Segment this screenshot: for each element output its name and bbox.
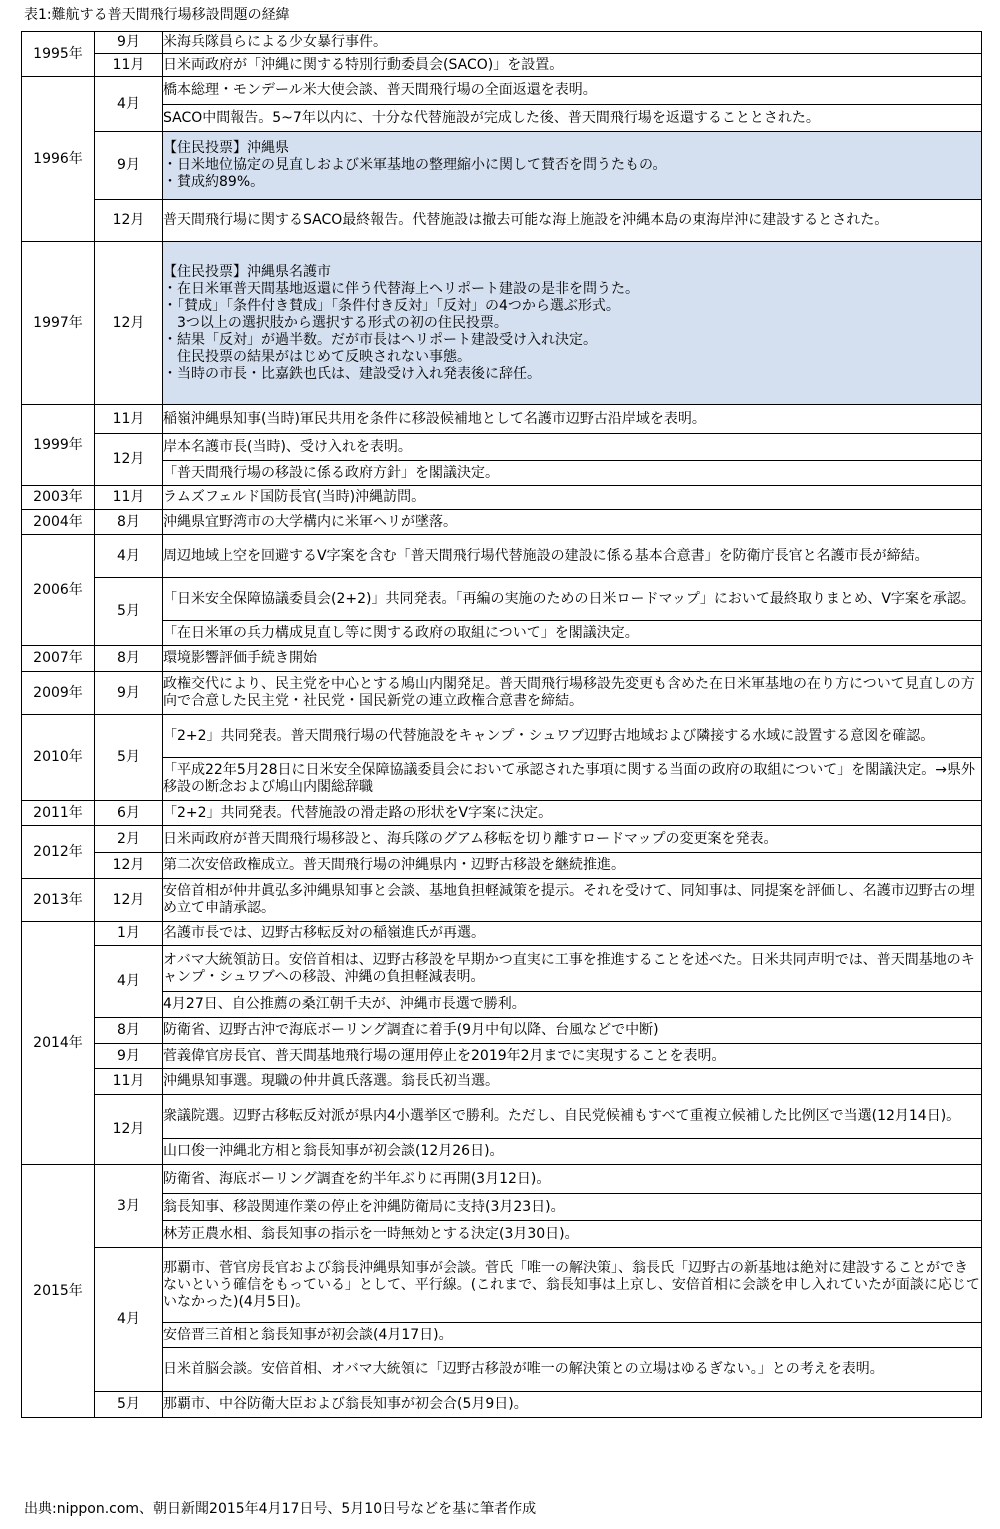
event-cell xyxy=(163,1069,982,1095)
month-cell: 12月 xyxy=(95,853,163,879)
table-row xyxy=(22,715,982,758)
event-cell xyxy=(163,646,982,672)
month-cell: 12月 xyxy=(95,1095,163,1165)
table-row xyxy=(22,801,982,826)
event-cell xyxy=(163,32,982,54)
table-row xyxy=(22,1194,982,1221)
event-line: 防衛省、海底ボーリング調査を約半年ぶりに再開(3月12日)。 xyxy=(163,1170,551,1187)
month-cell: 8月 xyxy=(95,1018,163,1044)
event-cell xyxy=(163,200,982,242)
month-cell: 11月 xyxy=(95,405,163,434)
month-cell: 4月 xyxy=(95,77,163,132)
year-cell: 2013年 xyxy=(22,879,95,922)
table-row xyxy=(22,54,982,77)
month-cell: 8月 xyxy=(95,646,163,672)
event-line: 「普天間飛行場の移設に係る政府方針」を閣議決定。 xyxy=(163,464,499,481)
month-cell: 6月 xyxy=(95,801,163,826)
table-row xyxy=(22,434,982,461)
month-cell: 9月 xyxy=(95,32,163,54)
event-cell xyxy=(163,1194,982,1221)
year-cell: 1997年 xyxy=(22,242,95,405)
table-row xyxy=(22,1221,982,1248)
table-row xyxy=(22,105,982,132)
event-line: 防衛省、辺野古沖で海底ボーリング調査に着手(9月中旬以降、台風などで中断) xyxy=(163,1022,659,1038)
month-cell: 1月 xyxy=(95,922,163,946)
event-cell xyxy=(163,405,982,434)
event-line: 「在日米軍の兵力構成見直し等に関する政府の取組について」を閣議決定。 xyxy=(163,624,639,641)
year-cell: 1999年 xyxy=(22,405,95,486)
event-line: 岸本名護市長(当時)、受け入れを表明。 xyxy=(163,438,412,455)
event-cell xyxy=(163,1392,982,1418)
table-row xyxy=(22,826,982,853)
table-row xyxy=(22,672,982,715)
month-cell: 4月 xyxy=(95,535,163,578)
table-row xyxy=(22,922,982,946)
event-line: 3つ以上の選択肢から選択する形式の初の住民投票。 xyxy=(177,314,508,331)
event-line: 衆議院選。辺野古移転反対派が県内4小選挙区で勝利。ただし、自民党候補もすべて重複立候補した比例区で当選(12月14日)。 xyxy=(163,1108,961,1124)
referendum-event-cell xyxy=(163,242,982,405)
source-note: 出典:nippon.com、朝日新聞2015年4月17日号、5月10日号などを基に筆者作成 xyxy=(24,1501,537,1517)
event-line: 米海兵隊員らによる少女暴行事件。 xyxy=(163,34,387,50)
event-cell xyxy=(163,946,982,992)
event-line: 日米首脳会談。安倍首相、オバマ大統領に「辺野古移設が唯一の解決策との立場はゆるぎない。」との考えを表明。 xyxy=(163,1361,884,1377)
table-row xyxy=(22,1165,982,1194)
table-row xyxy=(22,1139,982,1165)
event-line: 那覇市、中谷防衛大臣および翁長知事が初会合(5月9日)。 xyxy=(163,1396,528,1412)
event-cell xyxy=(163,510,982,535)
month-cell: 4月 xyxy=(95,1248,163,1392)
table-row xyxy=(22,77,982,105)
event-line: 普天間飛行場に関するSACO最終報告。代替施設は撤去可能な海上施設を沖縄本島の東海岸沖に建設するとされた。 xyxy=(163,212,889,228)
month-cell: 5月 xyxy=(95,1392,163,1418)
year-cell: 1996年 xyxy=(22,77,95,242)
table-row xyxy=(22,486,982,510)
year-cell: 2003年 xyxy=(22,486,95,510)
month-cell: 12月 xyxy=(95,242,163,405)
event-cell xyxy=(163,758,982,801)
event-line: 名護市長では、辺野古移転反対の稲嶺進氏が再選。 xyxy=(163,925,485,941)
event-line: 4月27日、自公推薦の桑江朝千夫が、沖縄市長選で勝利。 xyxy=(163,996,526,1012)
event-line: 住民投票の結果がはじめて反映されない事態。 xyxy=(177,348,471,365)
event-line: 翁長知事、移設関連作業の停止を沖縄防衛局に支持(3月23日)。 xyxy=(163,1198,565,1215)
event-cell xyxy=(163,1248,982,1323)
table-row xyxy=(22,405,982,434)
table-row xyxy=(22,1323,982,1348)
event-cell xyxy=(163,434,982,461)
table-row xyxy=(22,535,982,578)
event-cell xyxy=(163,1323,982,1348)
month-cell: 9月 xyxy=(95,132,163,200)
month-cell: 12月 xyxy=(95,879,163,922)
year-cell: 2011年 xyxy=(22,801,95,826)
table-row xyxy=(22,510,982,535)
month-cell: 5月 xyxy=(95,715,163,801)
event-line: オバマ大統領訪日。安倍首相は、辺野古移設を早期かつ直実に工事を推進することを述べた。日米共同声明では、普天間基地のキャンプ・シュワブへの移設、沖縄の負担軽減表明。 xyxy=(163,951,975,985)
timeline-table xyxy=(21,31,982,1418)
year-cell: 2010年 xyxy=(22,715,95,801)
event-cell xyxy=(163,1018,982,1044)
event-cell xyxy=(163,1221,982,1248)
table-row xyxy=(22,853,982,879)
event-cell xyxy=(163,801,982,826)
table-row xyxy=(22,1248,982,1323)
year-cell: 2006年 xyxy=(22,535,95,646)
month-cell: 9月 xyxy=(95,672,163,715)
table-row xyxy=(22,1095,982,1139)
event-line: ・賛成約89%。 xyxy=(163,174,265,190)
event-cell xyxy=(163,853,982,879)
event-line: 橋本総理・モンデール米大使会談、普天間飛行場の全面返還を表明。 xyxy=(163,82,597,98)
month-cell: 11月 xyxy=(95,486,163,510)
event-line: ・「賛成」「条件付き賛成」「条件付き反対」「反対」の4つから選ぶ形式。 xyxy=(163,297,620,314)
event-cell xyxy=(163,461,982,486)
event-line: SACO中間報告。5~7年以内に、十分な代替施設が完成した後、普天間飛行場を返還することとされた。 xyxy=(163,109,820,126)
event-line: 那覇市、菅官房長官および翁長沖縄県知事が会談。菅氏「唯一の解決策」、翁長氏「辺野古の新基地は絶対に建設することができないという確信をもっている」として、平行線。(これまで、翁長知事は上京し、安倍首相に会談を申し入れていたが面談に応じていなかった)(4月5日)。 xyxy=(163,1259,980,1310)
event-cell xyxy=(163,621,982,646)
month-cell: 2月 xyxy=(95,826,163,853)
event-cell xyxy=(163,77,982,105)
event-line: ・在日米軍普天間基地返還に伴う代替海上ヘリポート建設の是非を問うた。 xyxy=(163,280,639,297)
year-cell: 2014年 xyxy=(22,922,95,1165)
event-line: 沖縄県知事選。現職の仲井眞氏落選。翁長氏初当選。 xyxy=(163,1073,499,1089)
event-line: 「2+2」共同発表。普天間飛行場の代替施設をキャンプ・シュワブ辺野古地域および隣接する水域に設置する意図を確認。 xyxy=(163,727,935,744)
month-cell: 9月 xyxy=(95,1044,163,1069)
table-row xyxy=(22,578,982,621)
table-row xyxy=(22,758,982,801)
event-line: ・当時の市長・比嘉鉄也氏は、建設受け入れ発表後に辞任。 xyxy=(163,365,541,382)
event-cell xyxy=(163,486,982,510)
table-row xyxy=(22,200,982,242)
year-cell: 2015年 xyxy=(22,1165,95,1418)
event-cell xyxy=(163,54,982,77)
event-line: 【住民投票】沖縄県名護市 xyxy=(163,263,331,280)
event-line: 安倍晋三首相と翁長知事が初会談(4月17日)。 xyxy=(163,1326,453,1343)
month-cell: 5月 xyxy=(95,578,163,646)
event-cell xyxy=(163,1095,982,1139)
table-row xyxy=(22,992,982,1018)
event-line: 林芳正農水相、翁長知事の指示を一時無効とする決定(3月30日)。 xyxy=(163,1225,579,1242)
event-line: 周辺地域上空を回避するV字案を含む「普天間飛行場代替施設の建設に係る基本合意書」を防衛庁長官と名護市長が締結。 xyxy=(163,547,929,564)
event-line: 沖縄県宜野湾市の大学構内に米軍ヘリが墜落。 xyxy=(163,513,457,530)
event-cell xyxy=(163,672,982,715)
event-line: 【住民投票】沖縄県 xyxy=(163,140,289,156)
event-cell xyxy=(163,535,982,578)
event-cell xyxy=(163,1348,982,1392)
month-cell: 8月 xyxy=(95,510,163,535)
table-row xyxy=(22,242,982,405)
table-row xyxy=(22,621,982,646)
event-line: ・日米地位協定の見直しおよび米軍基地の整理縮小に関して賛否を問うたもの。 xyxy=(163,157,667,173)
event-cell xyxy=(163,578,982,621)
table-row xyxy=(22,1069,982,1095)
event-cell xyxy=(163,879,982,922)
month-cell: 4月 xyxy=(95,946,163,1018)
table-row xyxy=(22,461,982,486)
year-cell: 1995年 xyxy=(22,32,95,77)
event-line: 環境影響評価手続き開始 xyxy=(163,650,317,666)
event-cell xyxy=(163,922,982,946)
timeline-body xyxy=(22,32,982,1418)
table-row xyxy=(22,946,982,992)
event-line: 政権交代により、民主党を中心とする鳩山内閣発足。普天間飛行場移設先変更も含めた在日米軍基地の在り方について見直しの方向で合意した民主党・社民党・国民新党の連立政権合意書を締結。 xyxy=(163,676,975,709)
table-row xyxy=(22,1348,982,1392)
year-cell: 2012年 xyxy=(22,826,95,879)
event-line: 安倍首相が仲井眞弘多沖縄県知事と会談、基地負担軽減策を提示。それを受けて、同知事は、同提案を評価し、名護市辺野古の埋め立て申請承認。 xyxy=(163,883,975,916)
year-cell: 2004年 xyxy=(22,510,95,535)
event-cell xyxy=(163,715,982,758)
event-line: ラムズフェルド国防長官(当時)沖縄訪問。 xyxy=(163,489,426,505)
table-row xyxy=(22,1392,982,1418)
event-line: 「平成22年5月28日に日米安全保障協議委員会において承認された事項に関する当面の政府の取組について」を閣議決定。→県外移設の断念および鳩山内閣総辞職 xyxy=(163,762,975,795)
month-cell: 11月 xyxy=(95,54,163,77)
event-line: 稲嶺沖縄県知事(当時)軍民共用を条件に移設候補地として名護市辺野古沿岸域を表明。 xyxy=(163,410,706,427)
table-caption: 表1:難航する普天間飛行場移設問題の経緯 xyxy=(24,7,290,23)
event-cell xyxy=(163,992,982,1018)
event-cell xyxy=(163,1139,982,1165)
month-cell: 3月 xyxy=(95,1165,163,1248)
event-line: ・結果「反対」が過半数。だが市長はヘリポート建設受け入れ決定。 xyxy=(163,331,597,348)
table-row xyxy=(22,32,982,54)
table-row xyxy=(22,646,982,672)
month-cell: 11月 xyxy=(95,1069,163,1095)
table-row xyxy=(22,1018,982,1044)
event-line: 「2+2」共同発表。代替施設の滑走路の形状をV字案に決定。 xyxy=(163,804,553,821)
event-line: 第二次安倍政権成立。普天間飛行場の沖縄県内・辺野古移設を継続推進。 xyxy=(163,857,625,873)
month-cell: 12月 xyxy=(95,200,163,242)
event-cell xyxy=(163,826,982,853)
event-cell xyxy=(163,1044,982,1069)
event-line: 「日米安全保障協議委員会(2+2)」共同発表。「再編の実施のための日米ロードマップ」において最終取りまとめ、V字案を承認。 xyxy=(163,590,975,607)
table-row xyxy=(22,1044,982,1069)
event-cell xyxy=(163,105,982,132)
event-line: 菅義偉官房長官、普天間基地飛行場の運用停止を2019年2月までに実現することを表明。 xyxy=(163,1047,726,1064)
year-cell: 2007年 xyxy=(22,646,95,672)
event-line: 日米両政府が「沖縄に関する特別行動委員会(SACO)」を設置。 xyxy=(163,56,564,73)
event-line: 日米両政府が普天間飛行場移設と、海兵隊のグアム移転を切り離すロードマップの変更案を発表。 xyxy=(163,830,778,847)
event-line: 山口俊一沖縄北方相と翁長知事が初会談(12月26日)。 xyxy=(163,1143,504,1159)
event-cell xyxy=(163,1165,982,1194)
referendum-event-cell xyxy=(163,132,982,200)
table-row xyxy=(22,879,982,922)
month-cell: 12月 xyxy=(95,434,163,486)
table-row xyxy=(22,132,982,200)
year-cell: 2009年 xyxy=(22,672,95,715)
